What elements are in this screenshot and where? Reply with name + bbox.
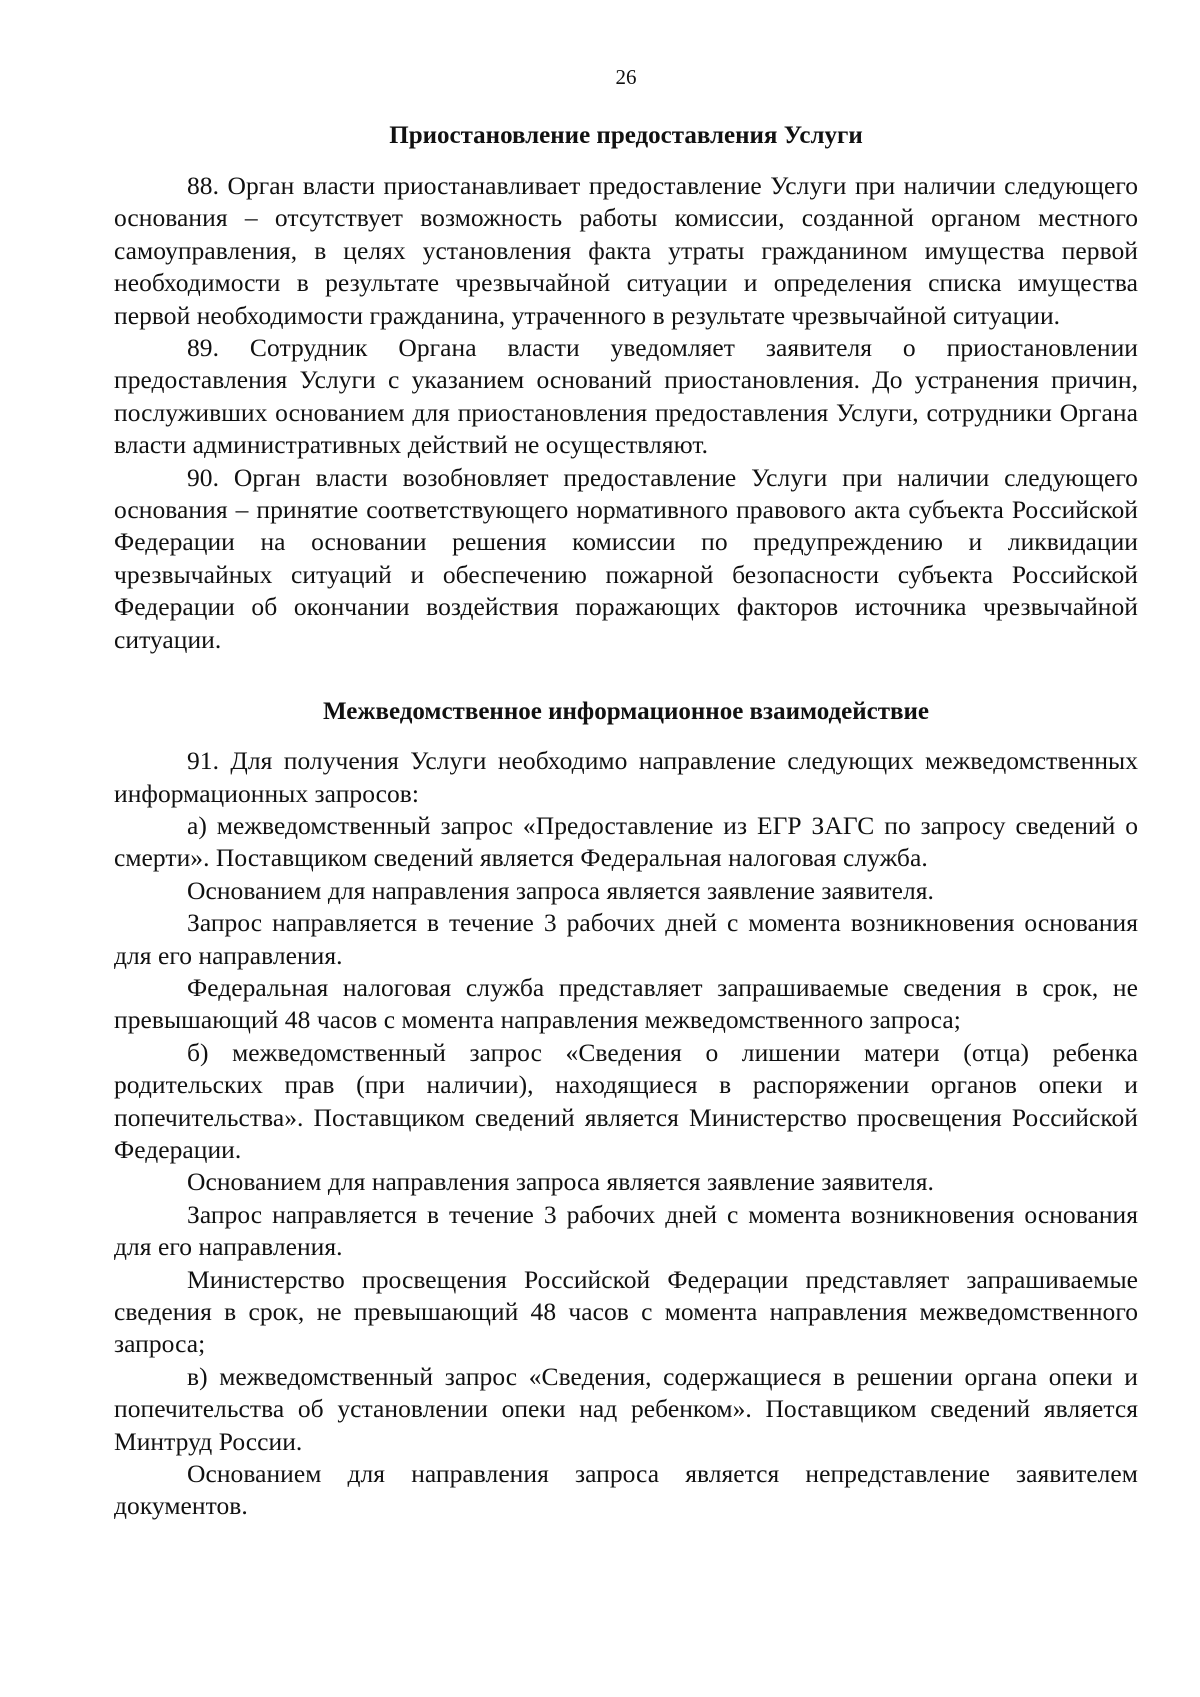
paragraph-91-c: в) межведомственный запрос «Сведения, содержащиеся в решении органа опеки и попечительства об установлении опеки над ребенком». Поставщиком сведений является Минтруд России. (114, 1361, 1138, 1456)
document-page (114, 62, 1138, 1523)
paragraph-91-b: б) межведомственный запрос «Сведения о лишении матери (отца) ребенка родительских прав (при наличии), находящиеся в распоряжении органов опеки и попечительства». Поставщиком сведений является Министерство просвещения Российской Федерации. (114, 1037, 1138, 1164)
section-heading-interagency: Межведомственное информационное взаимодействие (323, 698, 929, 726)
paragraph-88: 88. Орган власти приостанавливает предоставление Услуги при наличии следующего основания – отсутствует возможность работы комиссии, созданной органом местного самоуправления, в целях установления факта утраты гражданином имущества первой необходимости в результате чрезвычайной ситуации и определения списка имущества первой необходимости гражданина, утраченного в результате чрезвычайной ситуации. (114, 171, 1138, 330)
paragraph-91-b-response: Министерство просвещения Российской Федерации представляет запрашиваемые сведения в срок, не превышающий 48 часов с момента направления межведомственного запроса; (114, 1264, 1138, 1359)
section-heading-suspension: Приостановление предоставления Услуги (389, 122, 863, 149)
paragraph-91-a: а) межведомственный запрос «Предоставление из ЕГР ЗАГС по запросу сведений о смерти». Поставщиком сведений является Федеральная налоговая служба. (114, 810, 1138, 873)
page-number: 26 (615, 65, 637, 89)
paragraph-89: 89. Сотрудник Органа власти уведомляет заявителя о приостановлении предоставления Услуги с указанием оснований приостановления. До устранения причин, послуживших основанием для приостановления предоставления Услуги, сотрудники Органа власти административных действий не осуществляют. (114, 333, 1138, 460)
paragraph-90: 90. Орган власти возобновляет предоставление Услуги при наличии следующего основания – принятие соответствующего нормативного правового акта субъекта Российской Федерации на основании решения комиссии по предупреждению и ликвидации чрезвычайных ситуаций и обеспечению пожарной безопасности субъекта Российской Федерации об окончании воздействия поражающих факторов источника чрезвычайной ситуации. (114, 462, 1138, 654)
paragraph-91: 91. Для получения Услуги необходимо направление следующих межведомственных информационных запросов: (114, 746, 1138, 808)
paragraph-91-b-timing: Запрос направляется в течение 3 рабочих дней с момента возникновения основания для его направления. (114, 1199, 1138, 1262)
paragraph-91-a-basis: Основанием для направления запроса является заявление заявителя. (187, 875, 934, 905)
paragraph-91-b-basis: Основанием для направления запроса является заявление заявителя. (187, 1167, 934, 1197)
paragraph-91-a-response: Федеральная налоговая служба представляет запрашиваемые сведения в срок, не превышающий 48 часов с момента направления межведомственного запроса; (114, 972, 1138, 1035)
paragraph-91-c-basis: Основанием для направления запроса является непредставление заявителем документов. (114, 1459, 1138, 1521)
paragraph-91-a-timing: Запрос направляется в течение 3 рабочих дней с момента возникновения основания для его направления. (114, 908, 1138, 970)
